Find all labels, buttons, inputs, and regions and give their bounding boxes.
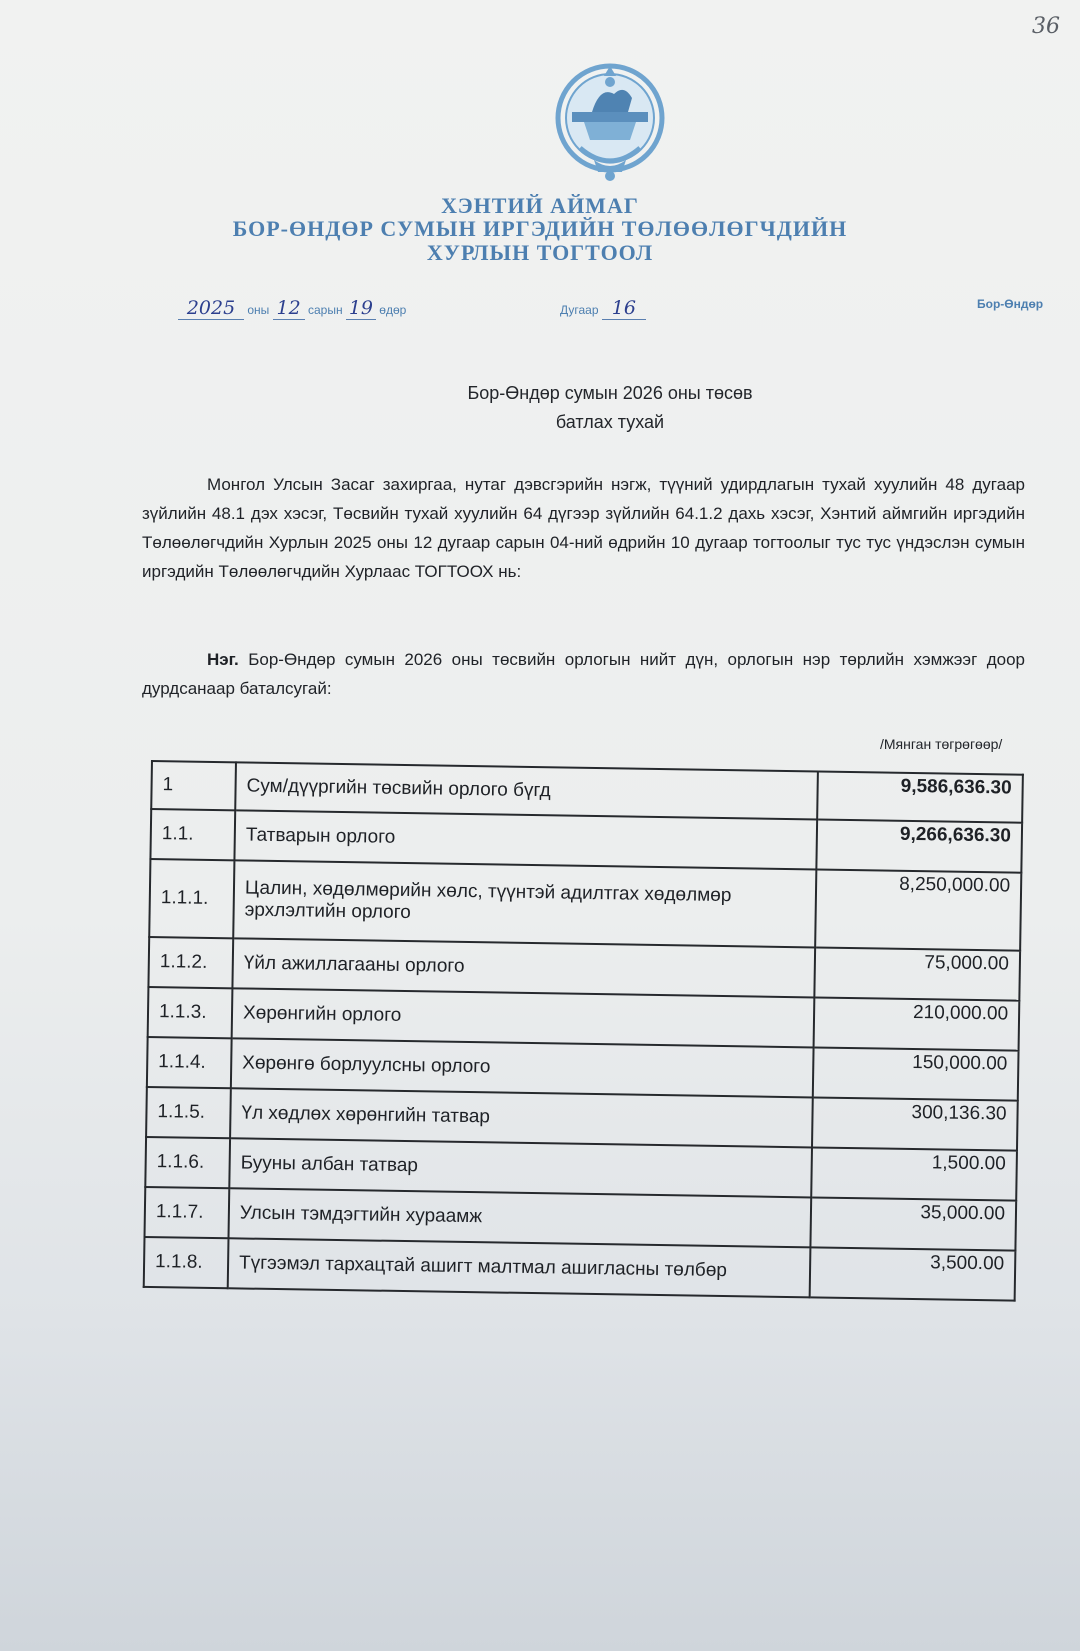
row-amount: 3,500.00: [810, 1247, 1016, 1300]
row-name: Бууны албан татвар: [229, 1138, 812, 1197]
date-day-suffix: өдөр: [379, 303, 407, 317]
row-name: Хөрөнгийн орлого: [232, 988, 815, 1047]
article-one-text: Бор-Өндөр сумын 2026 оны төсвийн орлогын нийт дүн, орлогын нэр төрлийн хэмжээг доор дурдсанаар баталсугай:: [142, 650, 1025, 698]
table-row: [149, 859, 1021, 951]
row-amount: 9,266,636.30: [816, 819, 1022, 872]
header-line-3: ХУРЛЫН ТОГТООЛ: [426, 240, 654, 265]
article-one-paragraph: [142, 645, 1025, 703]
place-name: Бор-Өндөр: [977, 297, 1044, 311]
row-amount: 35,000.00: [810, 1197, 1016, 1250]
row-name: Үйл ажиллагааны орлого: [232, 938, 815, 997]
row-amount: 8,250,000.00: [815, 869, 1021, 950]
row-name: Хөрөнгө борлуулсны орлого: [231, 1038, 814, 1097]
row-amount: 150,000.00: [813, 1047, 1019, 1100]
budget-table-wrapper: [143, 760, 1051, 1302]
row-code: 1.1.8.: [144, 1237, 229, 1288]
row-code: 1.1.6.: [145, 1137, 230, 1188]
row-amount: 210,000.00: [814, 997, 1020, 1050]
resolution-number: [560, 297, 646, 320]
row-amount: 300,136.30: [812, 1097, 1018, 1150]
row-code: 1.1.: [150, 809, 235, 860]
row-code: 1.1.2.: [148, 937, 233, 988]
row-name: Улсын тэмдэгтийн хураамж: [228, 1188, 811, 1247]
date-year: 2025: [178, 297, 244, 320]
row-amount: 75,000.00: [814, 947, 1020, 1000]
row-amount: 9,586,636.30: [817, 771, 1023, 822]
budget-table: [143, 760, 1024, 1302]
row-name: Цалин, хөдөлмөрийн хөлс, түүнтэй адилтгах хөдөлмөр эрхлэлтийн орлого: [233, 860, 816, 947]
document-title-line-2: батлах тухай: [555, 412, 665, 432]
preamble-paragraph: Монгол Улсын Засаг захиргаа, нутаг дэвсгэрийн нэгж, түүний удирдлагын тухай хуулийн 48 дугаар зүйлийн 48.1 дэх хэсэг, Төсвийн тухай хуулийн 64 дүгээр зүйлийн 64.1.2 дахь хэсэг, Хэнтий аймгийн иргэдийн Төлөөлөгчдийн Хурлын 2025 оны 12 дугаар сарын 04-ний өдрийн 10 дугаар тогтоолыг тус тус үндэслэн сумын иргэдийн Төлөөлөгчдийн Хурлаас ТОГТООХ нь:: [142, 475, 1025, 581]
header-line-2: БОР-ӨНДӨР СУМЫН ИРГЭДИЙН ТӨЛӨӨЛӨГЧДИЙН: [232, 216, 848, 241]
row-code: 1: [151, 761, 236, 810]
header-line-1: ХЭНТИЙ АЙМАГ: [441, 193, 639, 218]
page-number: 36: [1032, 14, 1060, 39]
resolution-date: [178, 297, 406, 320]
row-name: Татварын орлого: [234, 810, 817, 869]
row-code: 1.1.4.: [147, 1037, 232, 1088]
row-code: 1.1.5.: [146, 1087, 231, 1138]
row-code: 1.1.3.: [148, 987, 233, 1038]
date-month: 12: [273, 297, 305, 320]
row-code: 1.1.7.: [145, 1187, 230, 1238]
date-day: 19: [346, 297, 376, 320]
number-value: 16: [602, 297, 646, 320]
row-name: Сум/дүүргийн төсвийн орлого бүгд: [235, 762, 818, 819]
row-name: Түгээмэл тархацтай ашигт малтмал ашигласны төлбөр: [228, 1238, 811, 1297]
date-month-suffix: сарын: [307, 303, 343, 317]
resolution-meta: [0, 297, 1080, 323]
number-label: Дугаар: [560, 303, 599, 317]
unit-note: /Мянган төгрөгөөр/: [880, 736, 1003, 752]
date-year-suffix: оны: [247, 303, 270, 317]
article-one-label: Нэг.: [207, 650, 239, 669]
document-title-line-1: Бор-Өндөр сумын 2026 оны төсөв: [467, 383, 753, 403]
row-amount: 1,500.00: [811, 1147, 1017, 1200]
row-code: 1.1.1.: [149, 859, 234, 938]
row-name: Үл хөдлөх хөрөнгийн татвар: [230, 1088, 813, 1147]
mongolia-state-emblem-icon: [550, 60, 670, 185]
